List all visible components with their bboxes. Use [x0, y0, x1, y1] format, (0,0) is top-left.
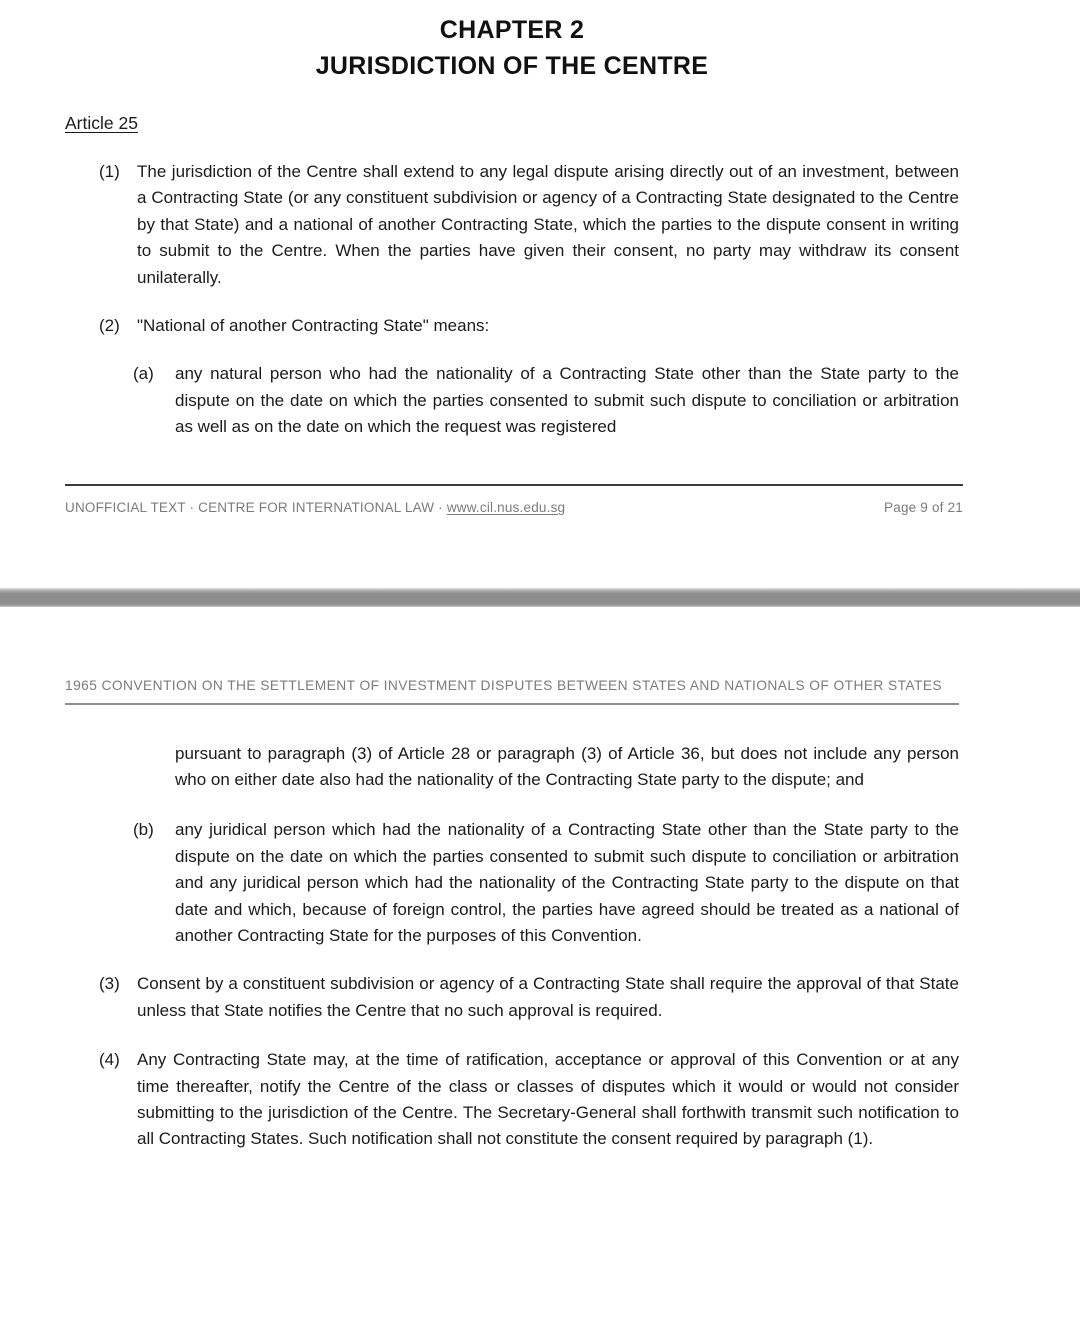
paragraph-text: The jurisdiction of the Centre shall extend to any legal dispute arising directly out of an investment, between a Contracting State (or any constituent subdivision or agency of a Contracting State designated to the Centre by that State) and a national of another Contracting State, which the parties to the dispute consent in writing to submit to the Centre. When the parties have given their consent, no party may withdraw its consent unilaterally.	[137, 162, 959, 287]
paragraph-4	[65, 1047, 959, 1153]
paragraph-label: (a)	[133, 364, 154, 384]
article-heading: Article 25	[65, 113, 138, 133]
paragraph-label: (b)	[133, 820, 154, 840]
paragraph-text: any natural person who had the nationality of a Contracting State other than the State party to the dispute on the date on which the parties consented to submit such dispute to conciliation or arbitration as well as on the date on which the request was registered	[175, 364, 959, 437]
page-footer	[65, 484, 963, 517]
page-indicator: Page 9 of 21	[884, 500, 963, 515]
paragraph-1	[65, 159, 959, 291]
paragraph-2	[65, 313, 959, 339]
paragraph-2b	[65, 817, 959, 949]
paragraph-label: (4)	[99, 1050, 120, 1070]
paragraph-label: (1)	[99, 162, 120, 181]
paragraph-text: Any Contracting State may, at the time of ratification, acceptance or approval of this Convention or at any time thereafter, notify the Centre of the class or classes of disputes which it would or would not consider submitting to the jurisdiction of the Centre. The Secretary-General shall forthwith transmit such notification to all Contracting States. Such notification shall not constitute the consent required by paragraph (1).	[137, 1050, 959, 1149]
paragraph-label	[133, 741, 175, 794]
footer-left	[65, 499, 565, 517]
pdf-page-9	[0, 0, 1080, 588]
chapter-title-line1: CHAPTER 2	[439, 16, 585, 44]
paragraph-2a-continuation	[65, 741, 959, 794]
paragraph-text: pursuant to paragraph (3) of Article 28 or paragraph (3) of Article 36, but does not include any person who on either date also had the nationality of the Contracting State party to the dispute; and	[175, 743, 959, 789]
running-header: 1965 CONVENTION ON THE SETTLEMENT OF INVESTMENT DISPUTES BETWEEN STATES AND NATIONALS OF OTHER STATES	[65, 677, 959, 705]
footer-left-text: UNOFFICIAL TEXT · CENTRE FOR INTERNATIONAL LAW ·	[65, 500, 447, 515]
page-break-separator	[0, 588, 1080, 607]
footer-divider	[65, 484, 963, 486]
paragraph-label: (2)	[99, 316, 120, 336]
paragraph-2a	[65, 361, 959, 440]
footer-link[interactable]: www.cil.nus.edu.sg	[446, 500, 566, 515]
paragraph-3	[65, 971, 959, 1024]
chapter-title	[65, 0, 959, 84]
paragraph-text: "National of another Contracting State" means:	[137, 316, 490, 336]
chapter-title-line2: JURISDICTION OF THE CENTRE	[315, 52, 709, 80]
pdf-page-10	[0, 677, 1080, 1322]
paragraph-text: Consent by a constituent subdivision or agency of a Contracting State shall require the approval of that State unless that State notifies the Centre that no such approval is required.	[137, 974, 959, 1020]
paragraph-label: (3)	[99, 974, 120, 994]
paragraph-text: any juridical person which had the nationality of a Contracting State other than the State party to the dispute on the date on which the parties consented to submit such dispute to conciliation or arbitration and any juridical person which had the nationality of the Contracting State party to the dispute on that date and which, because of foreign control, the parties have agreed should be treated as a national of another Contracting State for the purposes of this Convention.	[175, 820, 959, 945]
